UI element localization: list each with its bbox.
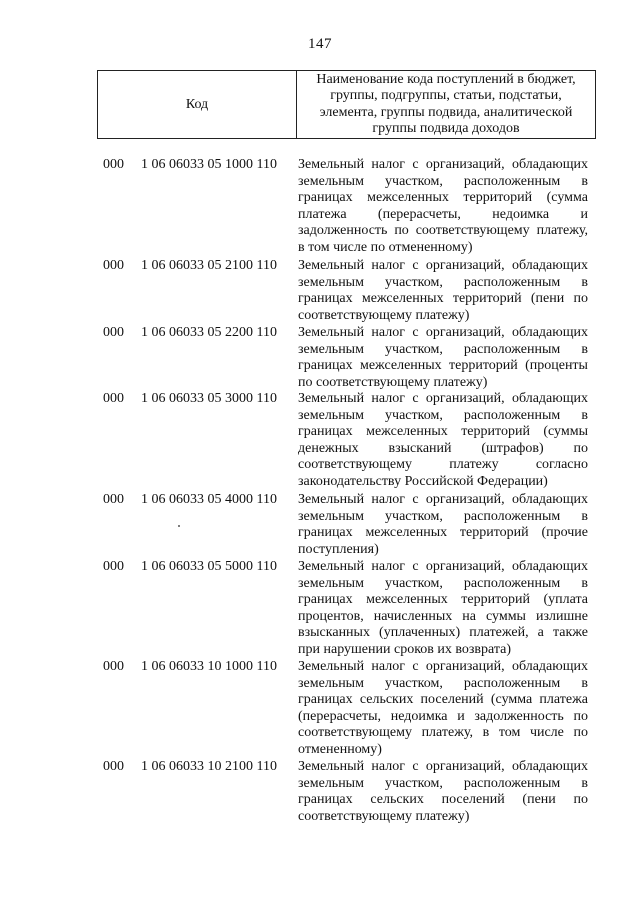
description-line: границах межселенных территорий (пени по (298, 291, 588, 306)
header-name-cell (297, 71, 595, 138)
description-line: земельным участком, расположенным в (298, 274, 588, 290)
description-line: задолженность по соответствующему платежу, (298, 223, 588, 238)
description-line: земельным участком, расположенным в (298, 775, 588, 791)
description-line: земельным участком, расположенным в (298, 341, 588, 357)
page-number: 147 (308, 36, 332, 52)
row-description (298, 492, 588, 558)
row-description (298, 325, 588, 391)
description-line: денежных взысканий (штрафов) по (298, 440, 588, 456)
header-name-line: группы подвида доходов (372, 121, 520, 136)
row-admin-code: 000 (103, 659, 124, 674)
description-line: соответствующему платежу) (298, 307, 470, 323)
description-line: по соответствующему платежу) (298, 374, 488, 390)
description-line: земельным участком, расположенным в (298, 675, 588, 691)
description-line: земельным участком, расположенным в (298, 508, 588, 524)
table-header (97, 70, 596, 139)
description-line: границах межселенных территорий (уплата (298, 592, 588, 607)
row-admin-code: 000 (103, 157, 124, 172)
description-line: земельным участком, расположенным в (298, 173, 588, 189)
description-line: процентов, начисленных на суммы излишне (298, 608, 588, 624)
header-name-line: группы, подгруппы, статьи, подстатьи, (330, 88, 562, 103)
row-admin-code: 000 (103, 391, 124, 406)
description-line: при нарушении сроков их возврата) (298, 641, 512, 657)
description-line: Земельный налог с организаций, обладающих (298, 258, 588, 273)
header-code-cell (98, 71, 297, 138)
description-line: поступления) (298, 541, 379, 557)
description-line: земельным участком, расположенным в (298, 575, 588, 591)
description-line: соответствующему платежу) (298, 808, 470, 824)
description-line: границах сельских поселений (сумма платежа (298, 692, 588, 707)
description-line: земельным участком, расположенным в (298, 407, 588, 423)
row-description (298, 759, 588, 825)
description-line: границах межселенных территорий (сумма (298, 190, 588, 205)
description-line: взысканных (уплаченных) платежей, а также (298, 625, 588, 640)
row-admin-code: 000 (103, 258, 124, 273)
description-line: соответствующему платежу согласно (298, 457, 588, 472)
description-line: законодательству Российской Федерации) (298, 473, 548, 489)
row-admin-code: 000 (103, 559, 124, 574)
row-description (298, 391, 588, 490)
description-line: границах сельских поселений (пени по (298, 792, 588, 807)
description-line: Земельный налог с организаций, обладающих (298, 659, 588, 674)
description-line: Земельный налог с организаций, обладающих (298, 559, 588, 574)
row-income-code: 1 06 06033 10 2100 110 (141, 759, 277, 774)
scan-artifact (178, 525, 180, 527)
description-line: Земельный налог с организаций, обладающих (298, 157, 588, 172)
description-line: (перерасчеты, недоимка и задолженность по (298, 708, 588, 724)
row-income-code: 1 06 06033 10 1000 110 (141, 659, 277, 674)
row-admin-code: 000 (103, 325, 124, 340)
row-description (298, 258, 588, 324)
description-line: соответствующему платежу, в том числе по (298, 725, 588, 740)
description-line: Земельный налог с организаций, обладающих (298, 325, 588, 340)
description-line: Земельный налог с организаций, обладающих (298, 759, 588, 774)
description-line: границах межселенных территорий (прочие (298, 525, 588, 540)
row-description (298, 659, 588, 758)
row-income-code: 1 06 06033 05 4000 110 (141, 492, 277, 507)
row-admin-code: 000 (103, 492, 124, 507)
description-line: отмененному) (298, 741, 382, 757)
description-line: Земельный налог с организаций, обладающих (298, 492, 588, 507)
description-line: платежа (перерасчеты, недоимка и (298, 206, 588, 222)
description-line: границах межселенных территорий (суммы (298, 424, 588, 439)
row-description (298, 157, 588, 256)
description-line: Земельный налог с организаций, обладающих (298, 391, 588, 406)
row-income-code: 1 06 06033 05 5000 110 (141, 559, 277, 574)
row-admin-code: 000 (103, 759, 124, 774)
row-income-code: 1 06 06033 05 3000 110 (141, 391, 277, 406)
header-name-line: Наименование кода поступлений в бюджет, (316, 71, 576, 87)
row-income-code: 1 06 06033 05 2100 110 (141, 258, 277, 273)
description-line: в том числе по отмененному) (298, 239, 473, 255)
row-description (298, 559, 588, 658)
row-income-code: 1 06 06033 05 2200 110 (141, 325, 277, 340)
header-code-label: Код (185, 96, 209, 112)
header-name-line: элемента, группы подвида, аналитической (319, 104, 573, 120)
description-line: границах межселенных территорий (проценты (298, 358, 588, 373)
row-income-code: 1 06 06033 05 1000 110 (141, 157, 277, 172)
